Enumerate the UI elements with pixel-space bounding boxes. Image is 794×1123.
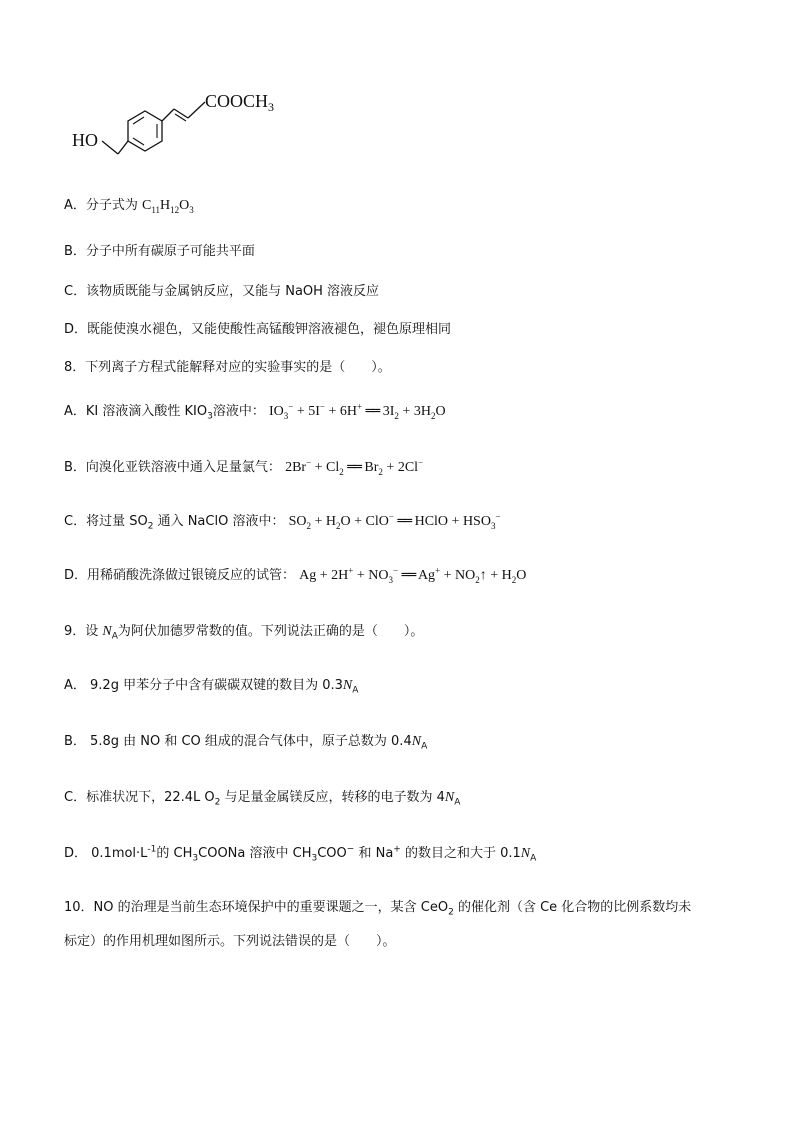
structural-formula: [62, 86, 302, 172]
q8-option-b: B．向溴化亚铁溶液中通入足量氯气： $2Br^- + Cl_2$ ══ $Br_2 + 2Cl^-$: [64, 457, 424, 477]
ho-label: HO: [72, 130, 98, 150]
q7-option-c: C．该物质既能与金属钠反应，又能与 NaOH 溶液反应: [64, 284, 380, 299]
q10-stem-line1: 10．NO 的治理是当前生态环境保护中的重要课题之一，某含 CeO$_2$ 的催化剂（含 Ce 化合物的比例系数均未: [64, 900, 692, 918]
ester-label: $COOCH_3$: [205, 91, 275, 114]
q9-option-b: B． 5.8g 由 NO 和 CO 组成的混合气体中，原子总数为 $0.4N_A$: [64, 734, 428, 752]
ring-double-bond: [133, 117, 144, 124]
q8-option-a: A．KI 溶液滴入酸性 $KIO_3$溶液中： $IO_3^- + 5I^- + 6H^+$ ══ $3I_2 + 3H_2O$: [64, 401, 446, 422]
q7-option-b: B．分子中所有碳原子可能共平面: [64, 244, 255, 259]
ring-double-bond: [133, 138, 144, 145]
q10-stem-line2: 标定）的作用机理如图所示。下列说法错误的是（ ）。: [64, 934, 396, 949]
q8-option-c: C．将过量 $SO_2$ 通入 NaClO 溶液中： $SO_2 + H_2O + ClO^-$ ══ HClO + $HSO_3^-$: [64, 511, 501, 532]
ester-bond: [188, 102, 205, 118]
q8-stem: 8．下列离子方程式能解释对应的实验事实的是（ ）。: [64, 360, 391, 375]
q9-option-c: C．标准状况下，22.4L $O_2$ 与足量金属镁反应，转移的电子数为 $4N_A$: [64, 790, 461, 808]
alkene-bond: [174, 109, 188, 118]
ring-link-bond: [118, 141, 128, 154]
q9-option-a: A． 9.2g 甲苯分子中含有碳碳双键的数目为 $0.3N_A$: [64, 678, 359, 696]
q8-option-d: D．用稀硝酸洗涤做过银镜反应的试管： $Ag + 2H^+ + NO_3^-$ ══ $Ag^+ + NO_2↑ + H_2O$: [64, 565, 527, 585]
q9-stem: 9．设 $N_A$为阿伏加德罗常数的值。下列说法正确的是（ ）。: [64, 624, 424, 642]
q9-option-d: D． $0.1mol\cdot L^{-1}$的 $CH_3COONa$ 溶液中 $CH_3COO^-$ 和 Na+ 的数目之和大于 $0.1N_A$: [64, 844, 537, 864]
ch2-bond: [102, 141, 118, 154]
vinyl-bond: [162, 109, 174, 121]
q7-option-d: D．既能使溴水褪色，又能使酸性高锰酸钾溶液褪色，褪色原理相同: [64, 322, 452, 337]
q7-option-a: A．分子式为 $C_{11}H_{12}O_3$: [64, 198, 194, 215]
